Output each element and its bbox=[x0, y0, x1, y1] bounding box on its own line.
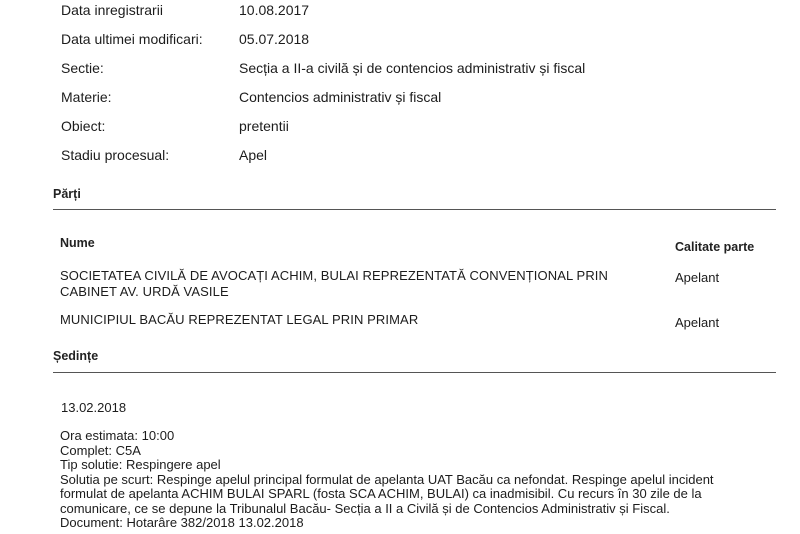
hearing-date: 13.02.2018 bbox=[61, 400, 127, 415]
detail-label: Materie: bbox=[61, 89, 112, 105]
solution-summary-line: Solutia pe scurt: Respinge apelul principal formulat de apelanta UAT Bacău ca nefondat. Respinge apelul incident bbox=[60, 471, 714, 487]
detail-label: Data inregistrarii bbox=[61, 2, 163, 18]
detail-label: Data ultimei modificari: bbox=[61, 31, 203, 47]
detail-value: Contencios administrativ și fiscal bbox=[239, 89, 442, 105]
hearing-details bbox=[60, 429, 714, 531]
party-role: Apelant bbox=[675, 315, 720, 330]
column-header-role: Calitate parte bbox=[675, 240, 755, 254]
section-title-hearings: Ședințe bbox=[53, 349, 99, 363]
party-role: Apelant bbox=[675, 270, 720, 285]
detail-label: Sectie: bbox=[61, 60, 104, 76]
solution-summary-line: formulat de apelanta ACHIM BULAI SPARL (fosta SCA ACHIM, BULAI) ca inadmisibil. Cu recurs în 30 zile de la bbox=[60, 486, 702, 501]
detail-value: Secția a II-a civilă și de contencios administrativ și fiscal bbox=[239, 60, 586, 76]
document-reference: Document: Hotarâre 382/2018 13.02.2018 bbox=[60, 515, 304, 530]
section-divider bbox=[53, 209, 776, 210]
detail-label: Stadiu procesual: bbox=[61, 147, 170, 163]
party-name: SOCIETATEA CIVILĂ DE AVOCAȚI ACHIM, BULAI REPREZENTATĂ CONVENȚIONAL PRIN CABINET AV. URDĂ VASILE bbox=[60, 268, 609, 299]
hearing-time: Ora estimata: 10:00 bbox=[60, 428, 175, 443]
detail-value: Apel bbox=[239, 147, 268, 163]
section-divider bbox=[53, 372, 776, 373]
solution-summary-line: comunicare, ce se depune la Tribunalul Bacău- Secția a II a Civilă și de Contencios Administrativ și Fiscal. bbox=[60, 500, 670, 516]
column-header-name: Nume bbox=[60, 236, 95, 250]
solution-type: Tip solutie: Respingere apel bbox=[60, 457, 221, 472]
party-name: MUNICIPIUL BACĂU REPREZENTAT LEGAL PRIN PRIMAR bbox=[60, 312, 419, 327]
detail-value: pretentii bbox=[239, 118, 289, 134]
detail-label: Obiect: bbox=[61, 118, 106, 134]
hearing-panel: Complet: C5A bbox=[60, 442, 141, 458]
detail-value: 10.08.2017 bbox=[239, 2, 310, 18]
section-title-parties: Părți bbox=[53, 187, 81, 201]
detail-value: 05.07.2018 bbox=[239, 31, 310, 47]
